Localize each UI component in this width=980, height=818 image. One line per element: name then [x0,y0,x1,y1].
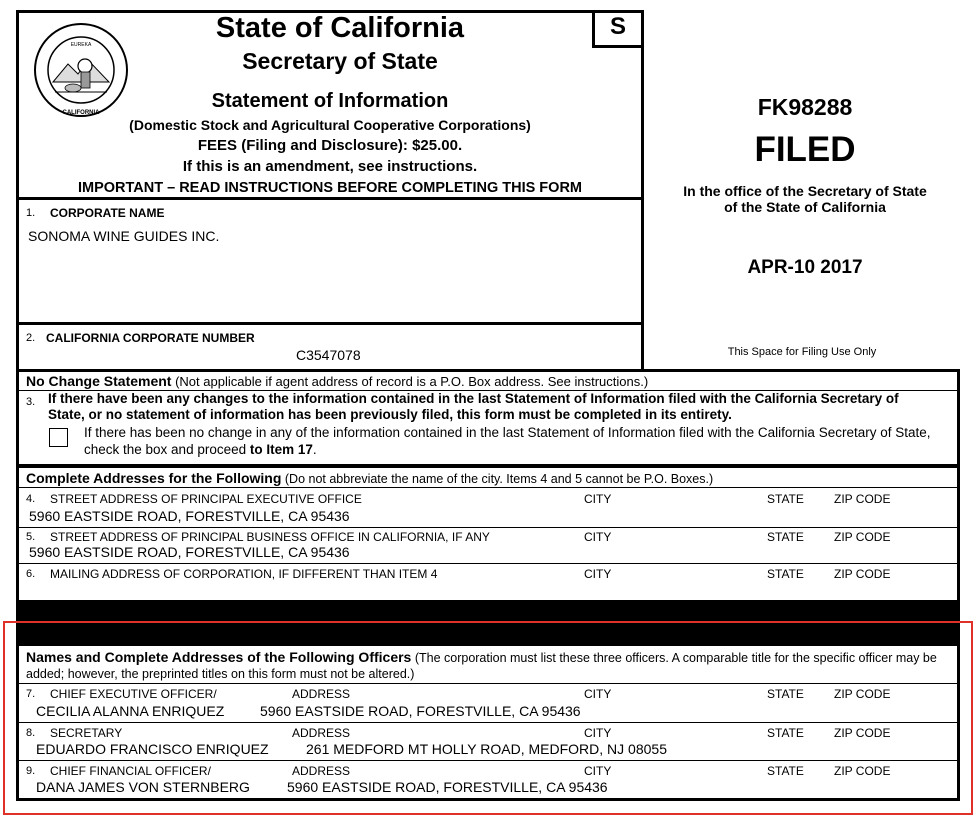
zip-column-label: ZIP CODE [834,687,891,701]
item4-value: 5960 EASTSIDE ROAD, FORESTVILLE, CA 95436 [29,508,350,524]
item7-label: CHIEF EXECUTIVE OFFICER/ [50,687,217,701]
filing-number: FK98288 [757,94,853,120]
state-column-label: STATE [767,567,804,581]
check-bold: to Item 17 [249,442,313,457]
item7-address: 5960 EASTSIDE ROAD, FORESTVILLE, CA 95436 [260,703,581,719]
divider [16,563,960,564]
amendment-line: If this is an amendment, see instructions. [182,158,478,175]
item8-label: SECRETARY [50,726,123,740]
item7-name: CECILIA ALANNA ENRIQUEZ [36,703,225,719]
corporate-number-value: C3547078 [296,347,361,363]
zip-column-label: ZIP CODE [834,530,891,544]
no-change-heading [26,373,648,389]
no-change-note: (Not applicable if agent address of record is a P.O. Box address. See instructions.) [175,374,649,389]
important-line: IMPORTANT – READ INSTRUCTIONS BEFORE COMPLETING THIS FORM [77,180,582,196]
state-title: State of California [215,12,465,44]
check-end: . [312,442,317,457]
item7-number: 7. [26,688,36,700]
zip-column-label: ZIP CODE [834,764,891,778]
address-column-label: ADDRESS [292,726,351,740]
zip-column-label: ZIP CODE [834,567,891,581]
address-column-label: ADDRESS [292,764,351,778]
item4-label: STREET ADDRESS OF PRINCIPAL EXECUTIVE OFFICE [50,492,362,506]
item9-address: 5960 EASTSIDE ROAD, FORESTVILLE, CA 95436 [287,779,608,795]
item8-name: EDUARDO FRANCISCO ENRIQUEZ [36,741,269,757]
highlight-box [3,621,973,815]
no-change-checkbox[interactable] [49,428,68,447]
item8-number: 8. [26,727,36,739]
address-column-label: ADDRESS [292,687,351,701]
officers-title: Names and Complete Addresses of the Following Officers [26,649,412,665]
item3-number: 3. [26,396,36,408]
item9-label: CHIEF FINANCIAL OFFICER/ [50,764,211,778]
item1-label: CORPORATE NAME [50,206,165,220]
form-title: Statement of Information [211,90,449,112]
filing-date: APR-10 2017 [747,257,863,278]
city-column-label: CITY [584,530,612,544]
item1-number: 1. [26,207,36,219]
item6-number: 6. [26,568,36,580]
item2-label: CALIFORNIA CORPORATE NUMBER [46,331,255,345]
no-change-title: No Change Statement [26,373,172,389]
filing-office-line1: In the office of the Secretary of State [683,183,927,199]
form-code: S [609,13,626,40]
zip-column-label: ZIP CODE [834,492,891,506]
item6-label: MAILING ADDRESS OF CORPORATION, IF DIFFERENT THAN ITEM 4 [50,567,438,581]
city-column-label: CITY [584,567,612,581]
city-column-label: CITY [584,492,612,506]
city-column-label: CITY [584,764,612,778]
city-column-label: CITY [584,687,612,701]
filing-status: FILED [754,130,856,169]
item9-number: 9. [26,765,36,777]
state-column-label: STATE [767,726,804,740]
state-column-label: STATE [767,687,804,701]
check-text: If there has been no change in any of the information contained in the last Statement of Information filed with the California Secretary of State, check the box and proceed [84,425,931,457]
svg-text:CALIFORNIA: CALIFORNIA [62,110,100,116]
filing-space-note: This Space for Filing Use Only [727,346,877,358]
item5-number: 5. [26,531,36,543]
no-change-check-text [84,424,944,458]
fees-line: FEES (Filing and Disclosure): $25.00. [197,137,463,154]
item5-value: 5960 EASTSIDE ROAD, FORESTVILLE, CA 95436 [29,544,350,560]
state-column-label: STATE [767,530,804,544]
addresses-title: Complete Addresses for the Following [26,470,282,486]
item9-name: DANA JAMES VON STERNBERG [36,779,250,795]
item3-instructions: If there have been any changes to the information contained in the last Statement of Information filed with the California Secretary of State, or no statement of information has been previously filed, this form must be completed in its entirety. [48,391,899,422]
state-column-label: STATE [767,492,804,506]
officers-note: (The corporation must list these three officers. A comparable title for the specific officer may be added; however, the preprinted titles on this form must not be altered.) [26,651,937,681]
divider [16,527,960,528]
state-column-label: STATE [767,764,804,778]
item4-number: 4. [26,493,36,505]
zip-column-label: ZIP CODE [834,726,891,740]
filing-office-line2: of the State of California [724,199,886,215]
divider [16,487,960,488]
item2-number: 2. [26,332,36,344]
form-subtitle: (Domestic Stock and Agricultural Cooperative Corporations) [129,117,531,133]
city-column-label: CITY [584,726,612,740]
addresses-note: (Do not abbreviate the name of the city. Items 4 and 5 cannot be P.O. Boxes.) [284,472,714,486]
item8-address: 261 MEDFORD MT HOLLY ROAD, MEDFORD, NJ 08055 [306,741,667,757]
corporate-name-value: SONOMA WINE GUIDES INC. [28,228,220,244]
office-title: Secretary of State [242,48,438,74]
item5-label: STREET ADDRESS OF PRINCIPAL BUSINESS OFFICE IN CALIFORNIA, IF ANY [50,530,490,544]
seal-motto: EUREKA [70,42,92,48]
addresses-heading [26,470,713,486]
